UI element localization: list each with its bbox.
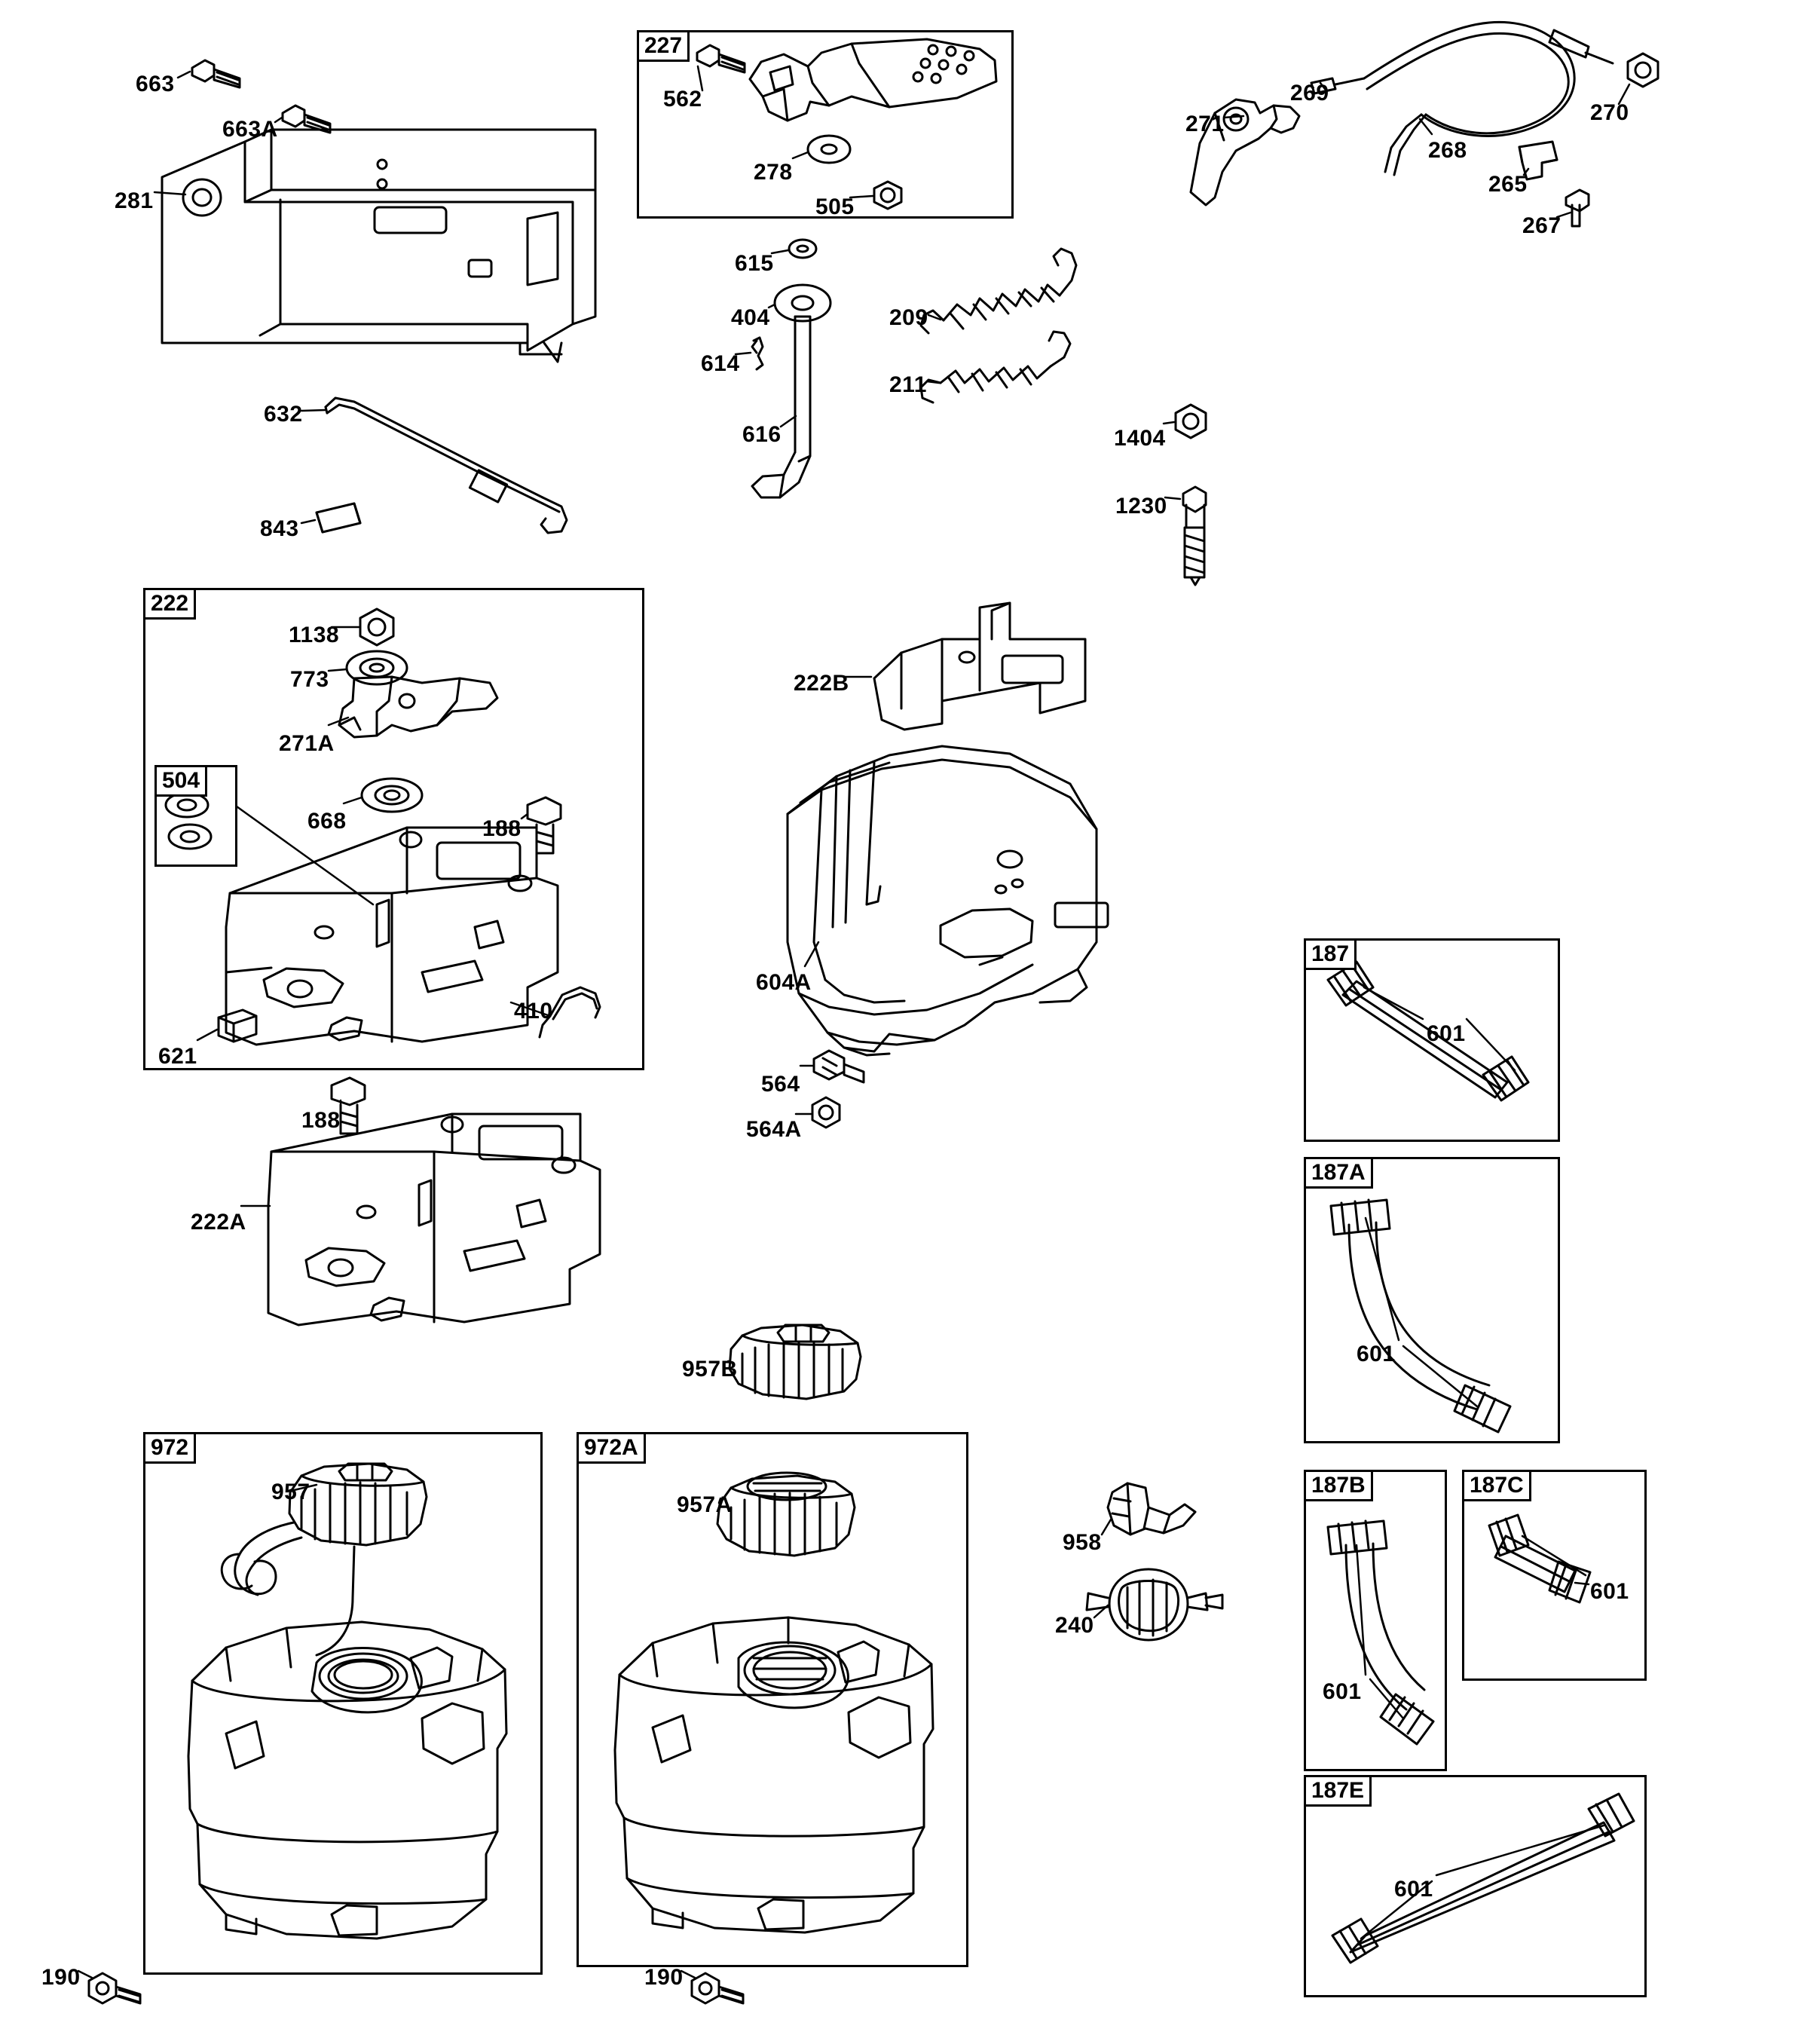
group-box-label-972: 972 bbox=[143, 1432, 196, 1464]
part-211-spring bbox=[921, 332, 1070, 402]
callout-562: 562 bbox=[663, 87, 702, 112]
group-box-label-972A: 972A bbox=[577, 1432, 646, 1464]
group-box-label-227: 227 bbox=[637, 30, 690, 62]
part-604A-housing bbox=[788, 746, 1108, 1055]
part-615-washer bbox=[789, 240, 816, 258]
group-box-label-222: 222 bbox=[143, 588, 196, 620]
group-box-972 bbox=[143, 1432, 543, 1975]
callout-271A: 271A bbox=[279, 731, 335, 756]
group-box-187C bbox=[1462, 1470, 1647, 1681]
callout-404: 404 bbox=[731, 305, 770, 330]
group-box-label-187E: 187E bbox=[1304, 1775, 1372, 1807]
callout-222A: 222A bbox=[191, 1210, 246, 1235]
group-box-227 bbox=[637, 30, 1014, 219]
part-616-link bbox=[752, 317, 810, 497]
group-box-187A bbox=[1304, 1157, 1560, 1443]
part-632-rod bbox=[326, 398, 567, 533]
callout-505: 505 bbox=[815, 194, 855, 219]
callout-668: 668 bbox=[307, 809, 347, 834]
part-1404-nut bbox=[1176, 405, 1206, 438]
callout-957: 957 bbox=[271, 1480, 310, 1504]
callout-190: 190 bbox=[644, 1965, 684, 1990]
group-box-label-187C: 187C bbox=[1462, 1470, 1531, 1501]
callout-957B: 957B bbox=[682, 1357, 738, 1382]
callout-410: 410 bbox=[514, 999, 553, 1024]
callout-1138: 1138 bbox=[289, 623, 340, 647]
part-222A-base-lower bbox=[268, 1114, 600, 1325]
part-564-screw bbox=[814, 1051, 864, 1082]
part-663A-screw bbox=[283, 106, 330, 133]
callout-663: 663 bbox=[136, 72, 175, 96]
callout-271: 271 bbox=[1185, 112, 1225, 136]
callout-240: 240 bbox=[1055, 1613, 1094, 1638]
callout-211: 211 bbox=[889, 372, 927, 397]
callout-957A: 957A bbox=[677, 1492, 733, 1517]
callout-615: 615 bbox=[735, 251, 774, 276]
callout-564: 564 bbox=[761, 1072, 800, 1097]
part-404-washer bbox=[775, 285, 830, 321]
part-1230-stud bbox=[1183, 487, 1206, 585]
part-270-nut bbox=[1628, 54, 1658, 87]
callout-616: 616 bbox=[742, 422, 782, 447]
callout-281: 281 bbox=[115, 188, 154, 213]
callout-958: 958 bbox=[1063, 1530, 1102, 1555]
callout-1230: 1230 bbox=[1115, 494, 1167, 519]
callout-843: 843 bbox=[260, 516, 299, 541]
part-958-fitting bbox=[1108, 1483, 1195, 1535]
group-box-187E bbox=[1304, 1775, 1647, 1997]
part-268-cable bbox=[1364, 22, 1613, 175]
callout-614: 614 bbox=[701, 351, 740, 376]
part-190-screw-left bbox=[89, 1973, 140, 2003]
part-663-screw bbox=[192, 60, 240, 87]
part-209-spring bbox=[921, 249, 1076, 333]
callout-601: 601 bbox=[1427, 1021, 1466, 1046]
callout-268: 268 bbox=[1428, 138, 1467, 163]
part-614-clip bbox=[752, 338, 763, 369]
callout-190: 190 bbox=[41, 1965, 81, 1990]
callout-269: 269 bbox=[1290, 81, 1329, 106]
part-190-screw-right bbox=[692, 1973, 743, 2003]
callout-604A: 604A bbox=[756, 970, 812, 995]
callout-564A: 564A bbox=[746, 1117, 802, 1142]
group-box-label-187A: 187A bbox=[1304, 1157, 1373, 1189]
group-box-label-187B: 187B bbox=[1304, 1470, 1373, 1501]
part-222B-bracket bbox=[874, 603, 1085, 730]
callout-188: 188 bbox=[301, 1108, 341, 1133]
part-843-clip bbox=[317, 503, 360, 532]
callout-209: 209 bbox=[889, 305, 928, 330]
part-267-screw bbox=[1566, 190, 1589, 226]
callout-773: 773 bbox=[290, 667, 329, 692]
part-281-bracket bbox=[162, 130, 595, 362]
callout-663A: 663A bbox=[222, 117, 278, 142]
callout-278: 278 bbox=[754, 160, 793, 185]
callout-601: 601 bbox=[1323, 1679, 1362, 1704]
part-957B-cap bbox=[730, 1325, 861, 1399]
callout-601: 601 bbox=[1590, 1579, 1629, 1604]
callout-222B: 222B bbox=[794, 671, 849, 696]
callout-265: 265 bbox=[1488, 172, 1528, 197]
callout-188: 188 bbox=[482, 816, 522, 841]
group-box-label-187: 187 bbox=[1304, 938, 1357, 970]
callout-270: 270 bbox=[1590, 100, 1629, 125]
callout-632: 632 bbox=[264, 402, 303, 427]
group-box-972A bbox=[577, 1432, 968, 1967]
callout-267: 267 bbox=[1522, 213, 1562, 238]
part-564A-nut bbox=[812, 1097, 840, 1128]
group-box-label-504: 504 bbox=[154, 765, 207, 797]
callout-621: 621 bbox=[158, 1044, 197, 1069]
callout-1404: 1404 bbox=[1114, 426, 1166, 451]
callout-601: 601 bbox=[1357, 1342, 1396, 1366]
group-box-187B bbox=[1304, 1470, 1447, 1771]
part-240-fuel-filter bbox=[1087, 1569, 1222, 1640]
callout-601: 601 bbox=[1394, 1877, 1433, 1902]
